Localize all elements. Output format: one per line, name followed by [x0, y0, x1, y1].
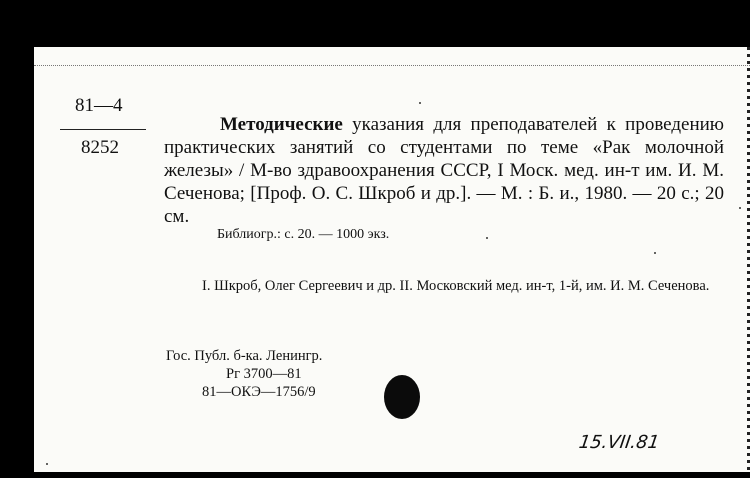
catalog-card — [34, 47, 750, 472]
library-registration: 81—ОКЭ—1756/9 — [202, 384, 316, 400]
classification-divider — [60, 129, 146, 130]
title-heading: Методические — [220, 114, 343, 135]
accession-number: 8252 — [81, 137, 119, 158]
tracings-text: I. Шкроб, Олег Сергеевич и др. II. Московский мед. ин-т, 1-й, им. И. М. Сеченова. — [202, 278, 710, 294]
speck — [419, 102, 421, 104]
description-body: указания для преподавателей к проведению практических занятий со студентами по теме «Рак молочной железы» / М-во здравоохранения СССР, I Моск. мед. ин-т им. И. М. Сеченова; [Проф. О. С. Шкроб и др.]. — М. : Б. и., 1980. — 20 с.; 20 см. — [164, 114, 724, 227]
top-dotted-border — [34, 65, 750, 68]
ink-stamp — [384, 375, 420, 419]
speck — [46, 463, 48, 465]
library-imprint — [166, 347, 322, 401]
speck — [654, 252, 656, 254]
tracings — [166, 276, 726, 296]
speck — [739, 207, 741, 209]
library-name: Гос. Публ. б-ка. Ленингр. — [166, 348, 323, 364]
speck — [486, 237, 488, 239]
bibliography-note: Библиогр.: с. 20. — 1000 экз. — [217, 227, 390, 242]
handwritten-date: 15.VII.81 — [577, 432, 661, 453]
library-code: Рг 3700—81 — [226, 366, 302, 382]
classification-number: 81—4 — [75, 95, 123, 116]
bibliographic-description — [164, 113, 724, 228]
